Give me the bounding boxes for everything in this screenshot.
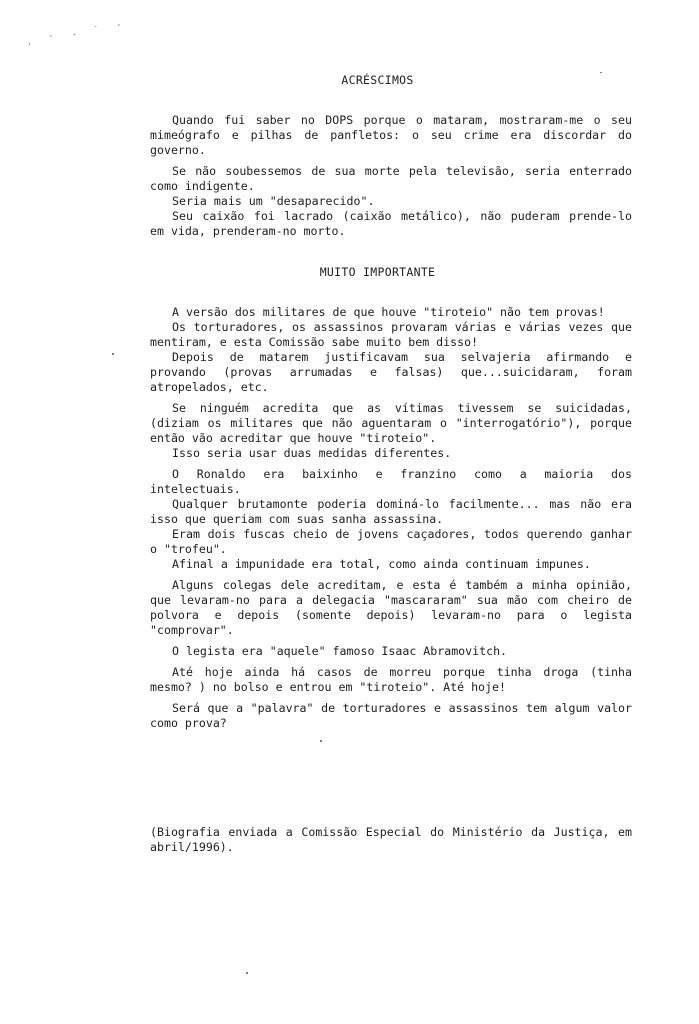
paragraph: O Ronaldo era baixinho e franzino como a maioria dos intelectuais.: [150, 467, 632, 496]
paragraph: Até hoje ainda há casos de morreu porque tinha droga (tinha mesmo? ) no bolso e entrou em "tiroteio". Até hoje!: [150, 665, 632, 694]
paragraph: Depois de matarem justificavam sua selvajeria afirmando e provando (provas arrumadas e falsas) que...suicidaram, foram atropelados, etc.: [150, 350, 632, 394]
footer-note: (Biografia enviada a Comissão Especial do Ministério da Justiça, em abril/1996).: [150, 825, 632, 854]
paragraph: Afinal a impunidade era total, como ainda continuam impunes.: [172, 557, 591, 571]
paragraph: Se não soubessemos de sua morte pela televisão, seria enterrado como indigente.: [150, 164, 632, 193]
section-muito-importante-body: [150, 305, 632, 731]
section-title-muito-importante: MUITO IMPORTANTE: [319, 265, 436, 279]
paragraph: Se ninguém acredita que as vítimas tivessem se suicidadas, (diziam os militares que não aguentaram o "interrogatório"), porque então vão acreditar que houve "tiroteio".: [150, 401, 632, 445]
scan-marks: · ` · ˙ ·: [26, 19, 129, 51]
paragraph: Será que a "palavra" de torturadores e assassinos tem algum valor como prova?: [150, 701, 632, 730]
paragraph: Quando fui saber no DOPS porque o mataram, mostraram-me o seu mimeógrafo e pilhas de panfletos: o seu crime era discordar do governo.: [150, 113, 632, 157]
paragraph: Isso seria usar duas medidas diferentes.: [172, 446, 452, 460]
paragraph: Qualquer brutamonte poderia dominá-lo facilmente... mas não era isso que queriam com suas sanha assassina.: [150, 497, 632, 526]
scan-speck: [112, 353, 114, 355]
paragraph: Alguns colegas dele acreditam, e esta é também a minha opinião, que levaram-no para a delegacia "mascararam" sua mão com cheiro de polvora e depois (somente depois) levaram-no para o legista "comprovar".: [150, 578, 632, 637]
paragraph: Os torturadores, os assassinos provaram várias e várias vezes que mentiram, e esta Comissão sabe muito bem disso!: [150, 320, 632, 349]
paragraph: Seu caixão foi lacrado (caixão metálico), não puderam prende-lo em vida, prenderam-no morto.: [150, 209, 632, 238]
scan-speck: [246, 972, 248, 974]
scan-speck: [320, 740, 322, 742]
paragraph: O legista era "aquele" famoso Isaac Abramovitch.: [172, 644, 508, 658]
paragraph: Seria mais um "desaparecido".: [172, 194, 375, 208]
section-acrescimos-body: [150, 113, 632, 239]
paragraph: A versão dos militares de que houve "tiroteio" não tem provas!: [172, 305, 605, 319]
section-title-acrescimos: ACRÉSCIMOS: [341, 73, 414, 87]
paragraph: Eram dois fuscas cheio de jovens caçadores, todos querendo ganhar o "trofeu".: [150, 527, 632, 556]
